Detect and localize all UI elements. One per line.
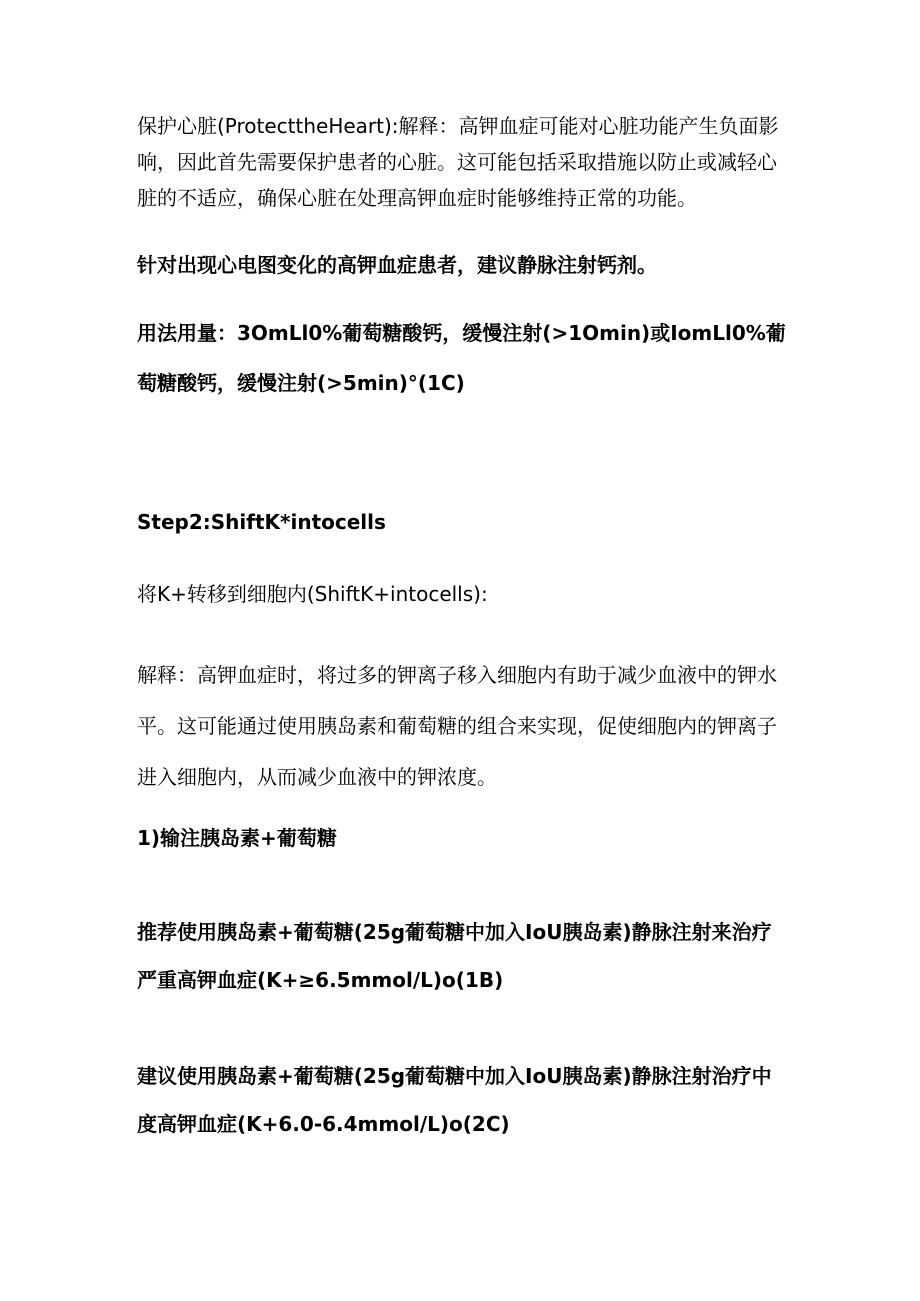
step2-heading: Step2:ShiftK*intocells [137,510,386,534]
paragraph-ecg-calcium-recommendation: 针对出现心电图变化的高钾血症患者，建议静脉注射钙剂。 [137,253,657,277]
paragraph-severe-hyperkalemia-recommendation: 推荐使用胰岛素+葡萄糖(25g葡萄糖中加入IoU胰岛素)静脉注射来治疗严重高钾血症(K+≥6.5mmol/L)o(1B) [137,920,772,992]
paragraph-shift-k-intro: 将K+转移到细胞内(ShiftK+intocells): [137,582,488,606]
paragraph-moderate-hyperkalemia-recommendation: 建议使用胰岛素+葡萄糖(25g葡萄糖中加入IoU胰岛素)静脉注射治疗中度高钾血症(K+6.0-6.4mmol/L)o(2C) [137,1064,772,1136]
subheading-insulin-glucose: 1)输注胰岛素+葡萄糖 [137,826,337,850]
paragraph-protect-heart: 保护心脏(ProtecttheHeart):解释：高钾血症可能对心脏功能产生负面影响，因此首先需要保护患者的心脏。这可能包括采取措施以防止或减轻心脏的不适应，确保心脏在处理高钾血症时能够维持正常的功能。 [137,114,779,210]
paragraph-calcium-dosage: 用法用量：3OmLl0%葡萄糖酸钙，缓慢注射(>1Omin)或IomLl0%葡萄糖酸钙，缓慢注射(>5min)°(1C) [137,321,786,395]
paragraph-shift-k-explanation: 解释：高钾血症时，将过多的钾离子移入细胞内有助于减少血液中的钾水平。这可能通过使用胰岛素和葡萄糖的组合来实现，促使细胞内的钾离子进入细胞内，从而减少血液中的钾浓度。 [137,663,777,789]
